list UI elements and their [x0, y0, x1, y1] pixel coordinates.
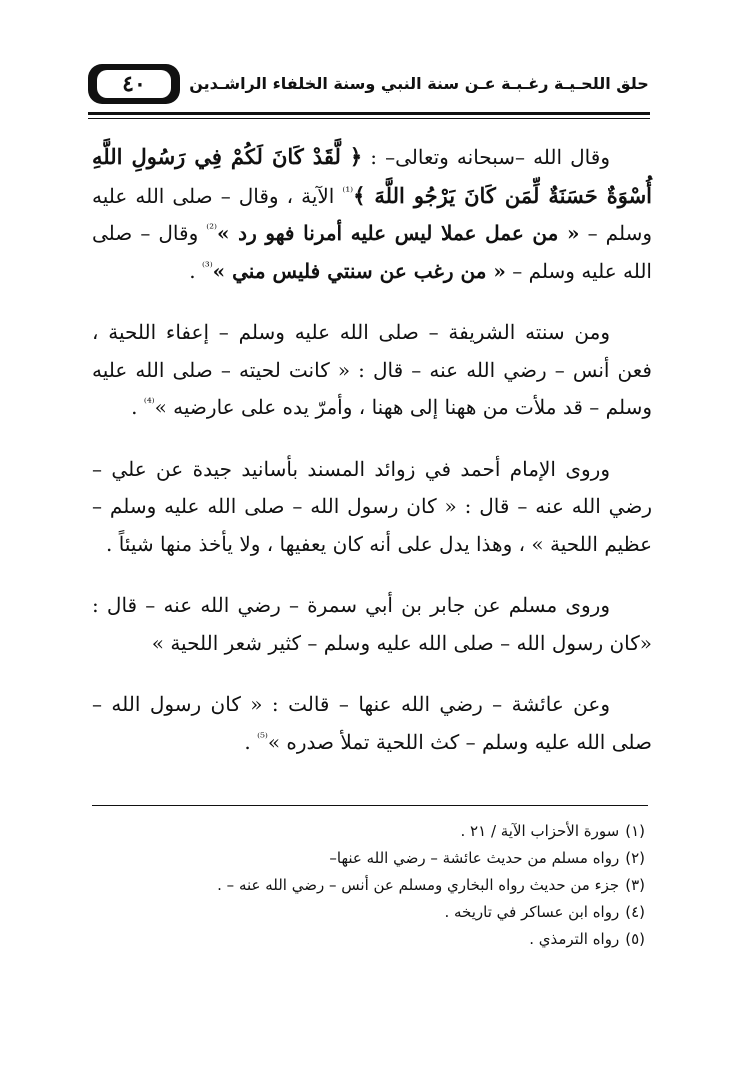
- footnote-number: (٤): [625, 903, 645, 921]
- footnote: [130, 926, 645, 953]
- text-segment: وعن عائشة – رضي الله عنها – قالت : « كان رسول الله – صلى الله عليه وسلم – كث اللحية تملأ صدره »: [92, 692, 652, 754]
- hadith-quote: « من رغب عن سنتي فليس مني »: [212, 258, 506, 283]
- page-number-badge: [88, 64, 180, 104]
- footnote-text: جزء من حديث رواه البخاري ومسلم عن أنس – رضي الله عنه – .: [217, 876, 620, 894]
- footnote: [130, 845, 645, 872]
- footnote-number: (٢): [625, 849, 645, 867]
- paragraph: [92, 138, 652, 290]
- page-header: [88, 62, 650, 112]
- footnote-ref: ⁽⁵⁾: [257, 729, 268, 744]
- text-segment: .: [131, 395, 144, 419]
- footnote: [130, 872, 645, 899]
- running-title: حلق اللحـيـة رغـبـة عـن سنة النبي وسنة الخلفاء الراشـدين: [189, 74, 649, 93]
- paragraph: [92, 686, 652, 761]
- text-segment: وقال – صلى الله عليه وسلم –: [92, 221, 652, 283]
- footnote-ref: ⁽²⁾: [206, 221, 217, 236]
- footnote-number: (٣): [625, 876, 645, 894]
- footnote-ref: ⁽¹⁾: [342, 183, 354, 198]
- footnote-number: (٥): [625, 930, 645, 948]
- paragraph: [92, 314, 652, 427]
- quran-verse: ﴿ لَّقَدْ كَانَ لَكُمْ فِي رَسُولِ اللَّهِ أُسْوَةٌ حَسَنَةٌ لِّمَن كَانَ يَرْجُو اللَّهَ ﴾: [92, 144, 652, 208]
- footnotes: [130, 818, 645, 953]
- footnote: [130, 899, 645, 926]
- footnote: [130, 818, 645, 845]
- footnote-separator: [92, 805, 648, 806]
- text-segment: وقال الله –سبحانه وتعالى– :: [362, 145, 610, 169]
- header-rule: [88, 112, 650, 115]
- text-segment: .: [189, 258, 202, 283]
- text-segment: وروى مسلم عن جابر بن أبي سمرة – رضي الله عنه – قال : «كان رسول الله – صلى الله عليه وسلم – كثير شعر اللحية »: [92, 593, 652, 655]
- footnote-text: رواه ابن عساكر في تاريخه .: [444, 903, 620, 921]
- footnote-text: رواه مسلم من حديث عائشة – رضي الله عنها–: [329, 849, 620, 867]
- footnote-text: رواه الترمذي .: [529, 930, 620, 948]
- text-segment: .: [244, 729, 258, 754]
- paragraph: [92, 587, 652, 662]
- paragraph: [92, 451, 652, 564]
- text-segment: الآية ، وقال – صلى الله عليه وسلم –: [92, 183, 652, 245]
- header-rule-thin: [88, 118, 650, 119]
- text-segment: وروى الإمام أحمد في زوائد المسند بأسانيد جيدة عن علي – رضي الله عنه – قال : « كان رسول الله – صلى الله عليه وسلم – عظيم اللحية » ، وهذا يدل على أنه كان يعفيها ، ولا يأخذ منها شيئاً .: [92, 456, 652, 556]
- text-segment: ومن سنته الشريفة – صلى الله عليه وسلم – إعفاء اللحية ، فعن أنس – رضي الله عنه – قال : « كانت لحيته – صلى الله عليه وسلم – قد ملأت من ههنا إلى ههنا ، وأمرّ يده على عارضيه »: [92, 320, 652, 419]
- body-text: [92, 138, 652, 785]
- page-number: ٤٠: [97, 70, 171, 98]
- footnote-ref: ⁽³⁾: [201, 258, 213, 273]
- footnote-text: سورة الأحزاب الآية / ٢١ .: [460, 822, 620, 840]
- hadith-quote: « من عمل عملا ليس عليه أمرنا فهو رد »: [217, 221, 580, 245]
- footnote-number: (١): [625, 822, 645, 840]
- footnote-ref: ⁽⁴⁾: [143, 395, 155, 410]
